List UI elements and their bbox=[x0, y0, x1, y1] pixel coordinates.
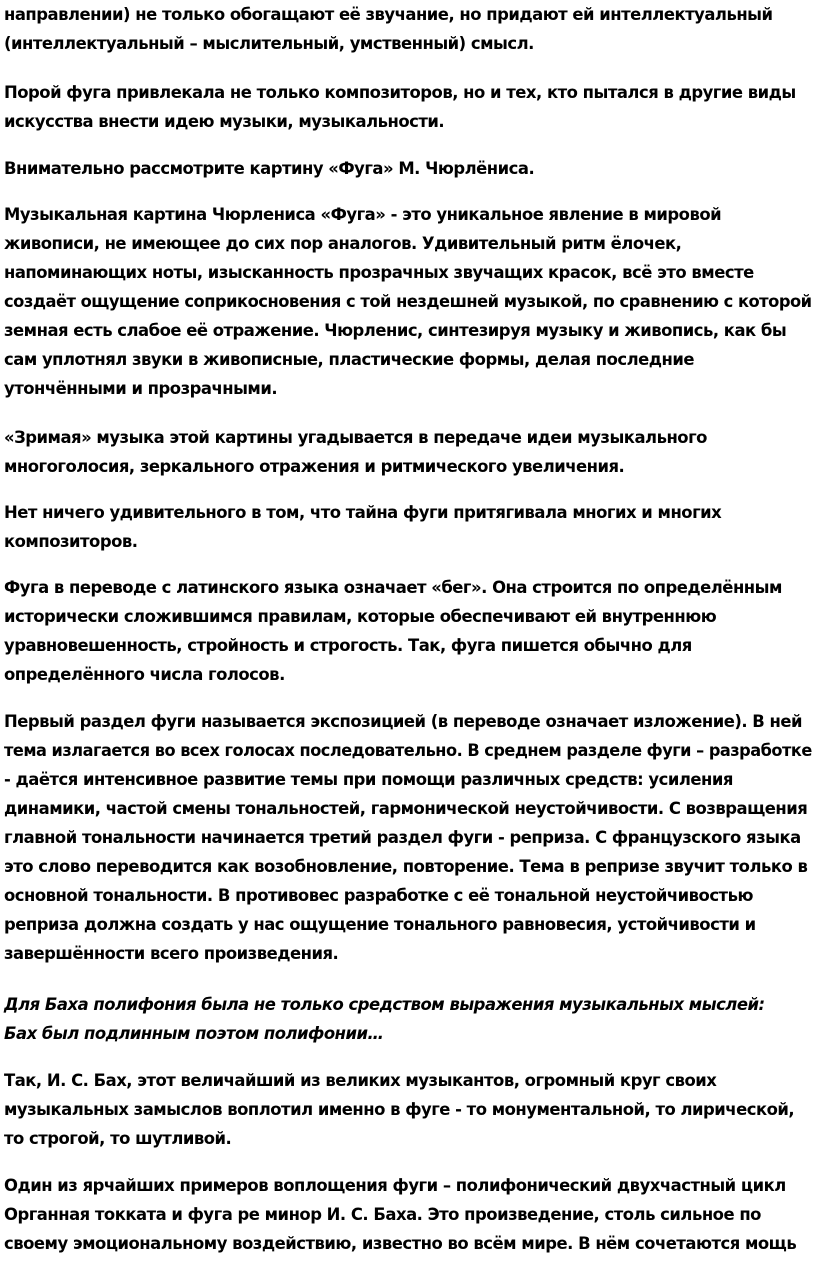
text-line: Порой фуга привлекала не только композиторов, но и тех, кто пытался в другие виды bbox=[4, 83, 796, 102]
text-line: то строгой, то шутливой. bbox=[4, 1129, 232, 1148]
text-line: основной тональности. В противовес разработке с её тональной неустойчивостью bbox=[4, 886, 753, 905]
text-line: динамики, частой смены тональностей, гармонической неустойчивости. С возвращения bbox=[4, 799, 808, 818]
paragraph-visible-music bbox=[4, 423, 816, 481]
text-line: своему эмоциональному воздействию, известно во всём мире. В нём сочетаются мощь bbox=[4, 1234, 797, 1253]
text-line: Так, И. С. Бах, этот величайший из великих музыкантов, огромный круг своих bbox=[4, 1071, 717, 1090]
paragraph-toccata-and-fugue bbox=[4, 1171, 816, 1258]
paragraph-bach-fugues bbox=[4, 1066, 816, 1153]
text-line: Внимательно рассмотрите картину «Фуга» М. Чюрлёниса. bbox=[4, 159, 535, 178]
paragraph-fugue-sections bbox=[4, 707, 816, 968]
text-line: создаёт ощущение соприкосновения с той нездешней музыкой, по сравнению с которой bbox=[4, 292, 812, 311]
text-line: «Зримая» музыка этой картины угадывается в передаче идеи музыкального bbox=[4, 428, 707, 447]
text-line: Органная токката и фуга ре минор И. С. Баха. Это произведение, столь сильное по bbox=[4, 1205, 761, 1224]
text-line: Фуга в переводе с латинского языка означает «бег». Она строится по определённым bbox=[4, 578, 782, 597]
text-line: утончёнными и прозрачными. bbox=[4, 379, 278, 398]
paragraph-ciurlionis-painting bbox=[4, 200, 816, 403]
text-line: направлении) не только обогащают её звучание, но придают ей интеллектуальный bbox=[4, 5, 773, 24]
text-line: исторически сложившимся правилам, которые обеспечивают ей внутреннюю bbox=[4, 607, 717, 626]
text-line: напоминающих ноты, изысканность прозрачных звучащих красок, всё это вместе bbox=[4, 263, 754, 282]
text-line: (интеллектуальный – мыслительный, умственный) смысл. bbox=[4, 34, 534, 53]
paragraph-fugue-attraction bbox=[4, 78, 816, 136]
text-line: Бах был подлинным поэтом полифонии… bbox=[4, 1024, 384, 1043]
text-line: Первый раздел фуги называется экспозицией (в переводе означает изложение). В ней bbox=[4, 712, 803, 731]
paragraph-fugue-mystery bbox=[4, 498, 816, 556]
text-line: уравновешенность, стройность и строгость. Так, фуга пишется обычно для bbox=[4, 636, 692, 655]
text-line: Нет ничего удивительного в том, что тайна фуги притягивала многих и многих bbox=[4, 503, 722, 522]
text-line: искусства внести идею музыки, музыкальности. bbox=[4, 112, 445, 131]
text-line: композиторов. bbox=[4, 532, 138, 551]
paragraph-bach-polyphony-quote bbox=[4, 990, 816, 1048]
text-line: Для Баха полифония была не только средством выражения музыкальных мыслей: bbox=[4, 995, 765, 1014]
text-line: Один из ярчайших примеров воплощения фуги – полифонический двухчастный цикл bbox=[4, 1176, 786, 1195]
text-line: тема излагается во всех голосах последовательно. В среднем разделе фуги – разработке bbox=[4, 741, 812, 760]
text-line: это слово переводится как возобновление, повторение. Тема в репризе звучит только в bbox=[4, 857, 808, 876]
text-line: определённого числа голосов. bbox=[4, 665, 285, 684]
text-line: земная есть слабое её отражение. Чюрленис, синтезируя музыку и живопись, как бы bbox=[4, 321, 787, 340]
text-line: живописи, не имеющее до сих пор аналогов. Удивительный ритм ёлочек, bbox=[4, 234, 682, 253]
text-line: главной тональности начинается третий раздел фуги - реприза. С французского языка bbox=[4, 828, 801, 847]
text-line: реприза должна создать у нас ощущение тонального равновесия, устойчивости и bbox=[4, 915, 756, 934]
paragraph-look-at-painting bbox=[4, 154, 816, 183]
text-line: Музыкальная картина Чюрлениса «Фуга» - это уникальное явление в мировой bbox=[4, 205, 722, 224]
paragraph-fugue-definition bbox=[4, 573, 816, 689]
text-line: завершённости всего произведения. bbox=[4, 944, 339, 963]
paragraph-intellectual-meaning bbox=[4, 0, 816, 58]
text-line: многоголосия, зеркального отражения и ритмического увеличения. bbox=[4, 457, 625, 476]
text-line: - даётся интенсивное развитие темы при помощи различных средств: усиления bbox=[4, 770, 733, 789]
text-line: музыкальных замыслов воплотил именно в фуге - то монументальной, то лирической, bbox=[4, 1100, 795, 1119]
text-line: сам уплотнял звуки в живописные, пластические формы, делая последние bbox=[4, 350, 695, 369]
